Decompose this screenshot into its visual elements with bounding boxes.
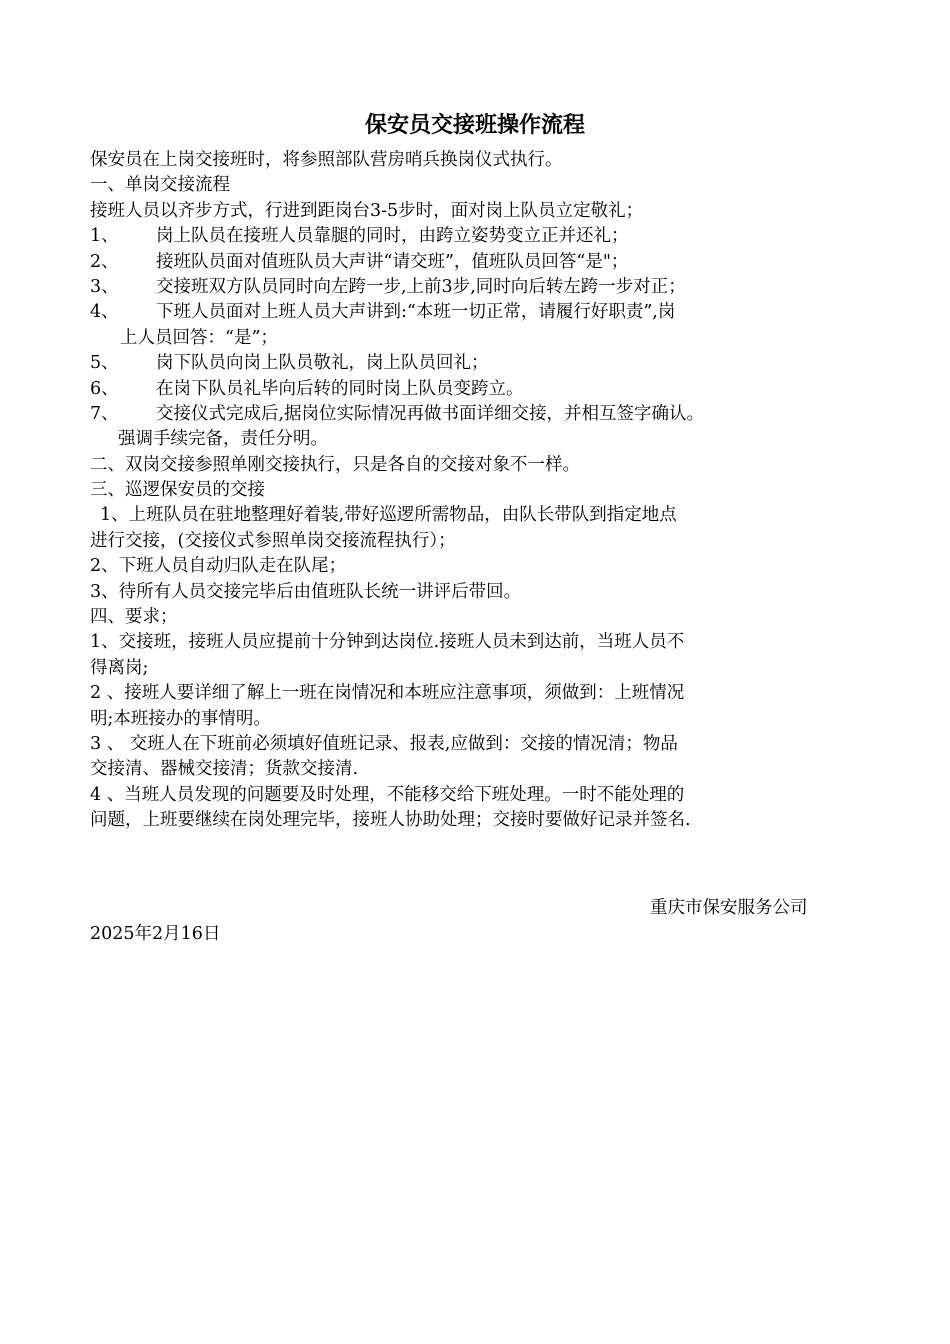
section1-lead: 接班人员以齐步方式，行进到距岗台3-5步时，面对岗上队员立定敬礼； <box>90 200 644 221</box>
intro-paragraph: 保安员在上岗交接班时，将参照部队营房哨兵换岗仪式执行。 <box>90 150 563 170</box>
section1-heading: 一、单岗交接流程 <box>90 175 230 196</box>
section1-item-4-continuation: 上人员回答：“是”； <box>120 327 278 348</box>
document-body <box>90 148 880 834</box>
document-title: 保安员交接班操作流程 <box>364 112 585 138</box>
item-number: 2、 <box>90 251 119 272</box>
item-text: 岗上队员在接班人员靠腿的同时，由跨立姿势变立正并还礼； <box>156 226 629 247</box>
section3-item-1: 1、上班队员在驻地整理好着装,带好巡逻所需物品，由队长带队到指定地点 <box>100 505 677 526</box>
company-signature: 重庆市保安服务公司 <box>650 898 808 918</box>
section1-item-2 <box>90 250 880 275</box>
section2-heading: 二、双岗交接参照单刚交接执行，只是各自的交接对象不一样。 <box>90 454 580 475</box>
section1-item-7-continuation: 强调手续完备，责任分明。 <box>118 429 328 450</box>
section3-heading: 三、巡逻保安员的交接 <box>90 480 265 501</box>
section4-item-2: 2 、接班人要详细了解上一班在岗情况和本班应注意事项，须做到：上班情况 <box>90 683 685 704</box>
section1-item-6 <box>90 377 880 402</box>
section4-item-2-continuation: 明;本班接办的事情明。 <box>90 708 271 729</box>
item-text: 接班队员面对值班队员大声讲“请交班”，值班队员回答“是"； <box>156 251 629 272</box>
section4-item-1: 1、交接班，接班人员应提前十分钟到达岗位.接班人员未到达前，当班人员不 <box>90 632 685 653</box>
section4-item-4-continuation: 问题，上班要继续在岗处理完毕，接班人协助处理；交接时要做好记录并签名. <box>90 810 691 831</box>
section3-item-2: 2、下班人员自动归队走在队尾； <box>90 556 347 577</box>
section4-item-3-continuation: 交接清、器械交接清；货款交接清. <box>90 759 359 780</box>
item-text: 在岗下队员礼毕向后转的同时岗上队员变跨立。 <box>156 378 524 399</box>
item-number: 3、 <box>90 276 119 297</box>
section3-item-3: 3、待所有人员交接完毕后由值班队长统一讲评后带回。 <box>90 581 522 602</box>
section3-item-1-continuation: 进行交接，(交接仪式参照单岗交接流程执行）； <box>90 530 456 551</box>
item-number: 5、 <box>90 353 119 374</box>
item-text: 交接仪式完成后,据岗位实际情况再做书面详细交接，并相互签字确认。 <box>156 403 705 424</box>
document-date: 2025年2月16日 <box>90 924 221 944</box>
section1-item-3 <box>90 275 880 300</box>
section1-item-4 <box>90 300 880 325</box>
section1-item-1 <box>90 224 880 249</box>
section1-item-5 <box>90 351 880 376</box>
item-text: 下班人员面对上班人员大声讲到:“本班一切正常，请履行好职责”,岗 <box>156 302 676 323</box>
section1-item-7 <box>90 402 880 427</box>
item-number: 7、 <box>90 403 119 424</box>
item-number: 6、 <box>90 378 119 399</box>
item-number: 1、 <box>90 226 119 247</box>
section4-item-3: 3 、 交班人在下班前必须填好值班记录、报表,应做到：交接的情况清；物品 <box>90 733 678 754</box>
item-text: 交接班双方队员同时向左跨一步,上前3步,同时向后转左跨一步对正； <box>156 276 686 297</box>
item-number: 4、 <box>90 302 119 323</box>
section4-heading: 四、要求； <box>90 607 178 628</box>
section4-item-4: 4 、当班人员发现的问题要及时处理，不能移交给下班处理。一时不能处理的 <box>90 784 685 805</box>
section4-item-1-continuation: 得离岗; <box>90 657 149 678</box>
item-text: 岗下队员向岗上队员敬礼，岗上队员回礼； <box>156 353 489 374</box>
